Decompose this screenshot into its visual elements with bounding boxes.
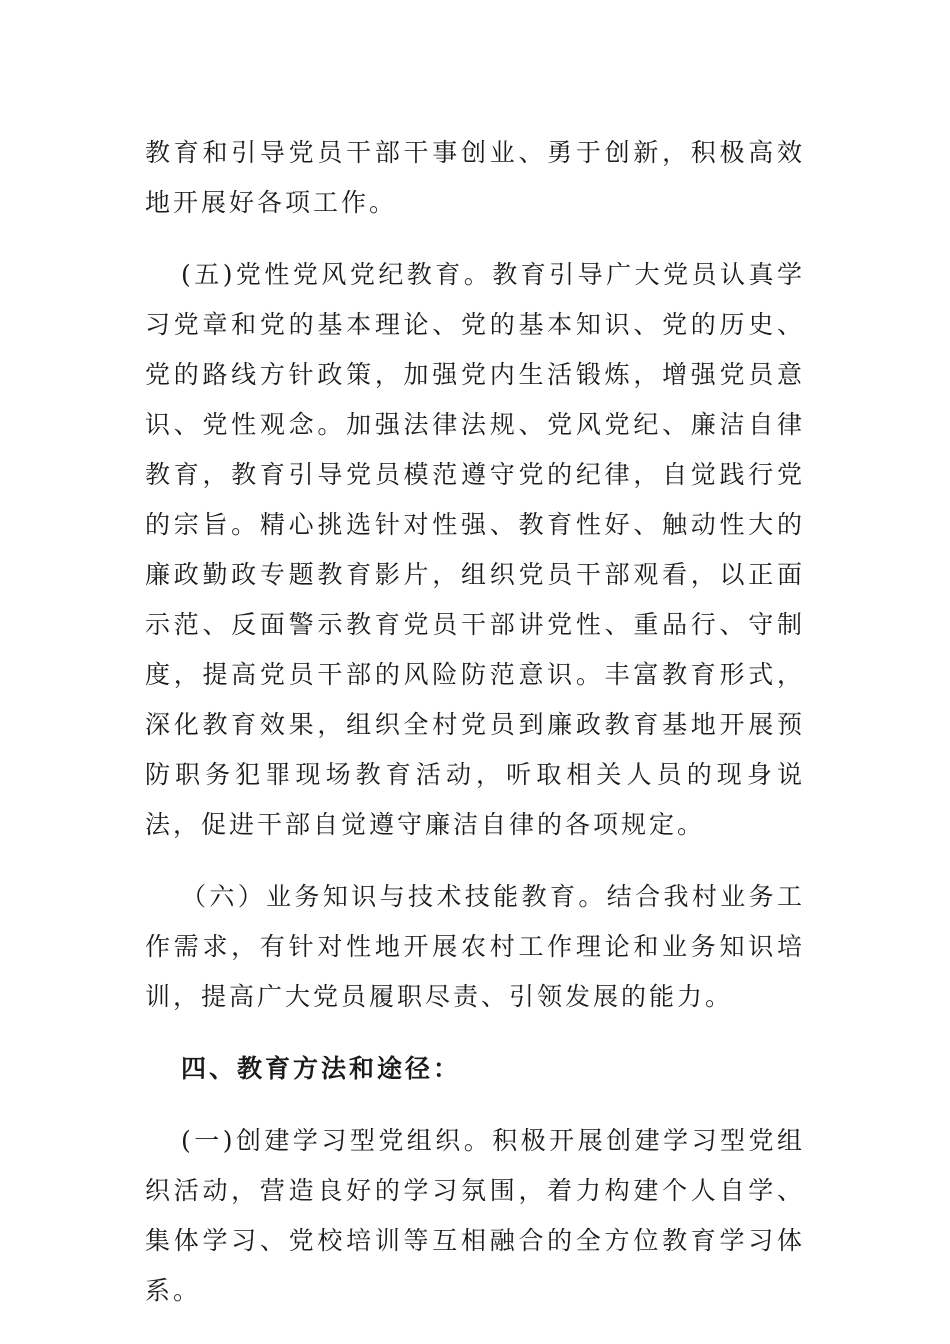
paragraph-learning-organization: (一)创建学习型党组织。积极开展创建学习型党组织活动，营造良好的学习氛围，着力构建个人自学、集体学习、党校培训等互相融合的全方位教育学习体系。 <box>145 1126 805 1305</box>
document-body <box>145 128 805 1316</box>
paragraph-business-skills-education: （六）业务知识与技术技能教育。结合我村业务工作需求，有针对性地开展农村工作理论和业务知识培训，提高广大党员履职尽责、引领发展的能力。 <box>145 882 805 1011</box>
paragraph-continuation: 教育和引导党员干部干事创业、勇于创新，积极高效地开展好各项工作。 <box>145 138 805 217</box>
paragraph-party-discipline-education: (五)党性党风党纪教育。教育引导广大党员认真学习党章和党的基本理论、党的基本知识、党的历史、党的路线方针政策，加强党内生活锻炼，增强党员意识、党性观念。加强法律法规、党风党纪、廉洁自律教育，教育引导党员模范遵守党的纪律，自觉践行党的宗旨。精心挑选针对性强、教育性好、触动性大的廉政勤政专题教育影片，组织党员干部观看，以正面示范、反面警示教育党员干部讲党性、重品行、守制度，提高党员干部的风险防范意识。丰富教育形式，深化教育效果，组织全村党员到廉政教育基地开展预防职务犯罪现场教育活动，听取相关人员的现身说法，促进干部自觉遵守廉洁自律的各项规定。 <box>145 260 805 839</box>
section-heading-education-methods: 四、教育方法和途径： <box>181 1054 462 1083</box>
